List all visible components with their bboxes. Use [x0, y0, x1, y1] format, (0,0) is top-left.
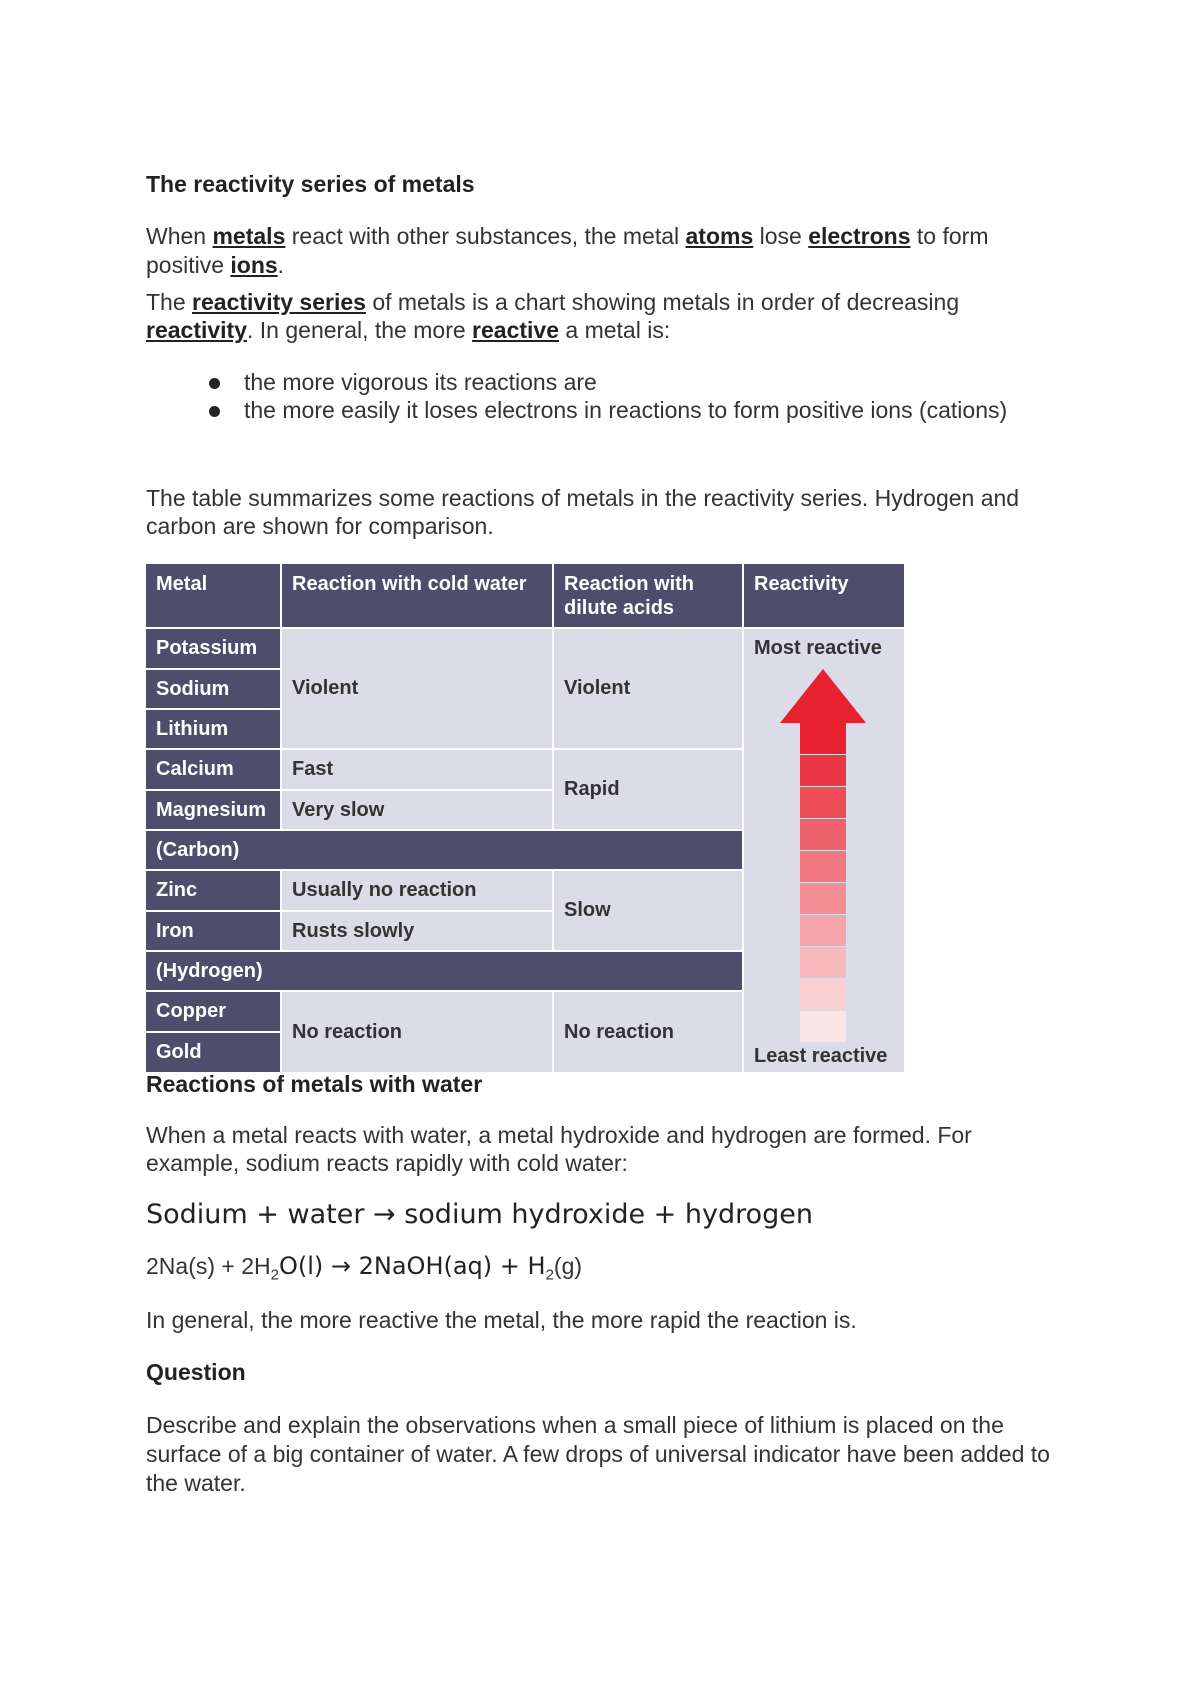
keyword-link[interactable]: atoms — [685, 223, 754, 249]
text: a metal is: — [559, 317, 671, 343]
arrow-segment — [800, 787, 846, 818]
arrow-segment — [800, 851, 846, 882]
most-reactive-label: Most reactive — [754, 637, 882, 659]
arrow-segment — [800, 915, 846, 946]
arrow-segment — [800, 1011, 846, 1042]
list-item-text: the more easily it loses electrons in reactions to form positive ions (cations) — [244, 397, 1008, 423]
water-violent: Violent — [282, 629, 552, 748]
metal-iron: Iron — [146, 912, 280, 950]
acid-rapid: Rapid — [554, 750, 742, 829]
text: (g) — [553, 1253, 583, 1279]
acid-violent: Violent — [554, 629, 742, 748]
header-cold-water: Reaction with cold water — [282, 564, 552, 627]
water-very-slow: Very slow — [282, 791, 552, 829]
question-text: Describe and explain the observations when a small piece of lithium is placed on the surface of a big container of water. A few drops of universal indicator have been added to the water. — [146, 1412, 1050, 1496]
page-title: The reactivity series of metals — [146, 171, 475, 197]
text: O(l) → 2NaOH(aq) + H — [278, 1252, 546, 1280]
arrow-segment — [800, 947, 846, 978]
keyword-link[interactable]: metals — [212, 223, 286, 249]
keyword-link[interactable]: electrons — [808, 223, 911, 249]
keyword-link[interactable]: reactive — [472, 317, 559, 343]
subscript: 2 — [545, 1266, 554, 1284]
header-reactivity: Reactivity — [744, 564, 904, 627]
metal-potassium: Potassium — [146, 629, 280, 668]
reactivity-scale — [744, 629, 904, 1072]
reactivity-arrow-icon — [780, 669, 866, 1049]
arrow-segment — [800, 723, 846, 754]
acid-slow: Slow — [554, 871, 742, 950]
header-metal: Metal — [146, 564, 280, 627]
text: to form positive — [146, 223, 989, 278]
text: . — [277, 252, 285, 278]
bullet-icon — [209, 406, 220, 417]
row-hydrogen: (Hydrogen) — [146, 952, 742, 990]
intro-paragraph-1 — [146, 222, 1066, 280]
subscript: 2 — [270, 1266, 279, 1284]
text: When — [146, 223, 213, 249]
question-heading: Question — [146, 1359, 246, 1385]
metal-lithium: Lithium — [146, 710, 280, 748]
arrow-segment — [800, 883, 846, 914]
metal-sodium: Sodium — [146, 670, 280, 708]
keyword-link[interactable]: reactivity — [146, 317, 248, 343]
water-no-reaction: No reaction — [282, 992, 552, 1072]
bullet-list — [146, 368, 1066, 424]
symbol-equation — [146, 1252, 582, 1284]
intro-paragraph-2 — [146, 288, 1066, 344]
row-carbon: (Carbon) — [146, 831, 742, 869]
text: lose — [753, 223, 809, 249]
keyword-link[interactable]: ions — [230, 252, 278, 278]
arrow-segment — [800, 819, 846, 850]
acid-no-reaction: No reaction — [554, 992, 742, 1072]
text: 2Na(s) + 2H — [146, 1253, 271, 1279]
text: . In general, the more — [247, 317, 473, 343]
list-item-text: the more vigorous its reactions are — [244, 369, 597, 395]
table-intro-paragraph: The table summarizes some reactions of metals in the reactivity series. Hydrogen and carbon are shown for comparison. — [146, 485, 1020, 539]
reactivity-table — [146, 564, 902, 1068]
text: react with other substances, the metal — [285, 223, 686, 249]
metal-gold: Gold — [146, 1033, 280, 1072]
metal-calcium: Calcium — [146, 750, 280, 789]
water-paragraph: When a metal reacts with water, a metal hydroxide and hydrogen are formed. For example, sodium reacts rapidly with cold water: — [146, 1122, 972, 1176]
header-dilute-acids: Reaction with dilute acids — [554, 564, 742, 627]
keyword-link[interactable]: reactivity series — [192, 289, 366, 315]
least-reactive-label: Least reactive — [754, 1045, 888, 1067]
bullet-icon — [209, 378, 220, 389]
arrow-segment — [800, 755, 846, 786]
arrow-segment — [800, 979, 846, 1010]
arrow-head — [780, 669, 866, 723]
section-heading-water: Reactions of metals with water — [146, 1071, 483, 1097]
water-usually-no-reaction: Usually no reaction — [282, 871, 552, 910]
list-item — [146, 368, 1066, 396]
text: The — [146, 289, 193, 315]
water-fast: Fast — [282, 750, 552, 789]
metal-magnesium: Magnesium — [146, 791, 280, 829]
list-item — [146, 396, 1066, 424]
metal-copper: Copper — [146, 992, 280, 1031]
general-statement: In general, the more reactive the metal, the more rapid the reaction is. — [146, 1307, 857, 1333]
word-equation: Sodium + water → sodium hydroxide + hydrogen — [146, 1199, 813, 1230]
text: of metals is a chart showing metals in order of decreasing — [365, 289, 960, 315]
water-rusts-slowly: Rusts slowly — [282, 912, 552, 950]
metal-zinc: Zinc — [146, 871, 280, 910]
